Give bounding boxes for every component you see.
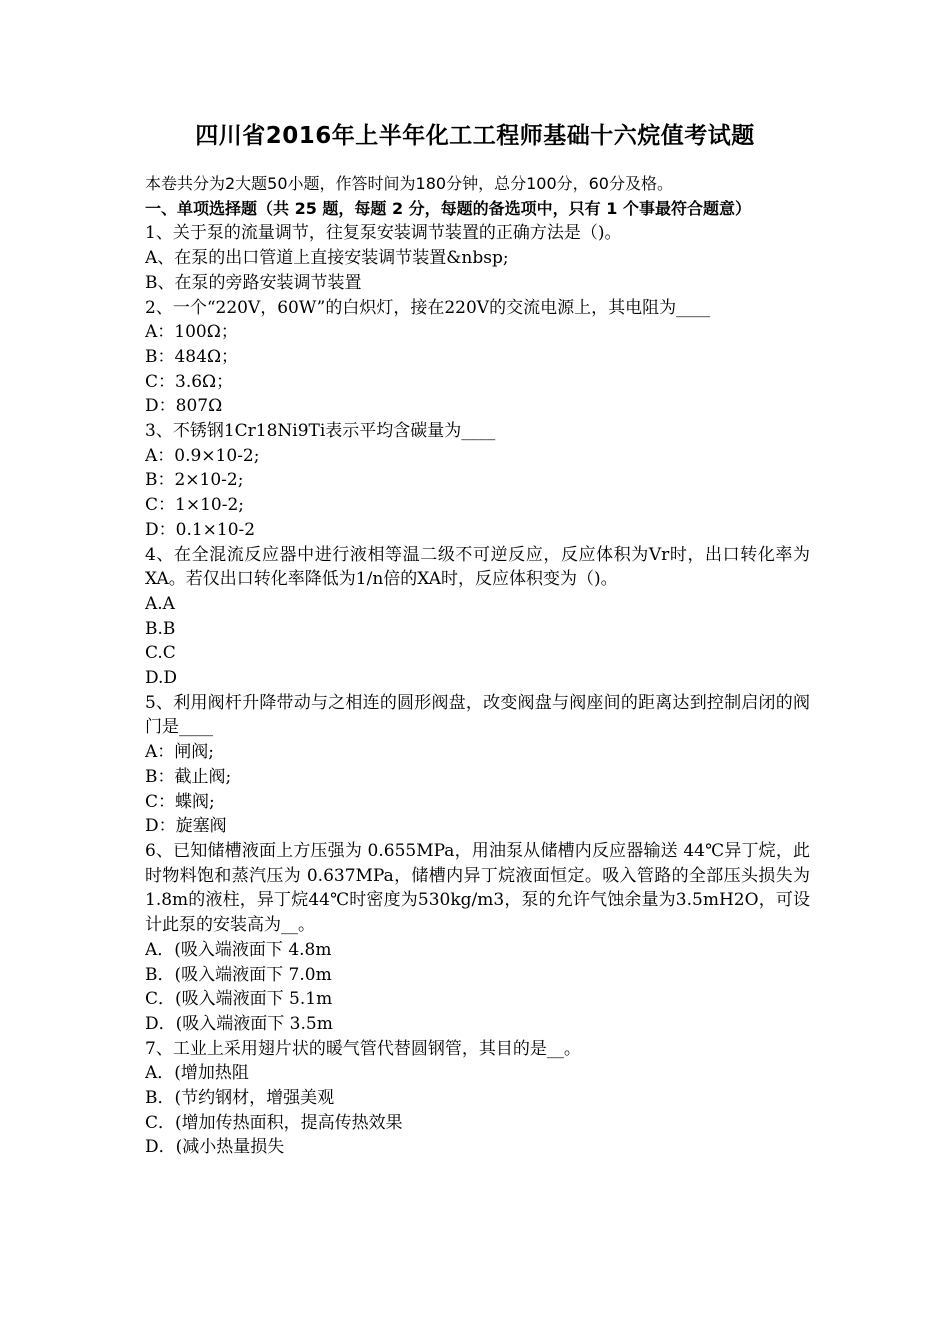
question-option: C．(增加传热面积，提高传热效果	[145, 1112, 403, 1133]
question-stem: 4、在全混流反应器中进行液相等温二级不可逆反应，反应体积为Vr时，出口转化率为XA。若仅出口转化率降低为1/n倍的XA时，反应体积变为（)。	[145, 544, 810, 590]
question-block	[145, 221, 810, 295]
question-stem: 2、一个“220V，60W”的白炽灯，接在220V的交流电源上，其电阻为____	[145, 297, 711, 318]
document-body	[145, 172, 810, 1160]
question-option: B．(吸入端液面下 7.0m	[145, 964, 332, 985]
question-option: A：0.9×10-2;	[145, 445, 260, 466]
question-option: A．(增加热阻	[145, 1063, 249, 1084]
question-option: C.C	[145, 643, 176, 664]
question-option: A．(吸入端液面下 4.8m	[145, 939, 332, 960]
question-stem: 6、已知储槽液面上方压强为 0.655MPa，用油泵从储槽内反应器输送 44℃异丁烷，此时物料饱和蒸汽压为 0.637MPa，储槽内异丁烷液面恒定。吸入管路的全部压头损失为1.8m的液柱，异丁烷44℃时密度为530kg/m3，泵的允许气蚀余量为3.5mH2O，可设计此泵的安装高为__。	[145, 840, 810, 936]
question-option: B：2×10-2;	[145, 470, 244, 491]
question-option: C：蝶阀;	[145, 791, 215, 812]
question-option: A：100Ω；	[145, 322, 238, 343]
question-stem: 3、不锈钢1Cr18Ni9Ti表示平均含碳量为____	[145, 421, 496, 442]
question-option: A：闸阀;	[145, 742, 215, 763]
question-option: D.D	[145, 668, 178, 689]
question-stem: 5、利用阀杆升降带动与之相连的圆形阀盘，改变阀盘与阀座间的距离达到控制启闭的阀门是____	[145, 692, 810, 738]
question-option: A、在泵的出口管道上直接安装调节装置&nbsp;	[145, 248, 509, 269]
section-heading: 一、单项选择题（共 25 题，每题 2 分，每题的备选项中，只有 1 个事最符合题意）	[145, 198, 751, 218]
question-block	[145, 543, 810, 691]
question-option: B：截止阀;	[145, 766, 232, 787]
question-option: D：0.1×10-2	[145, 519, 256, 540]
question-option: D．(吸入端液面下 3.5m	[145, 1013, 333, 1034]
question-option: C：1×10-2;	[145, 495, 244, 516]
question-option: C．(吸入端液面下 5.1m	[145, 989, 333, 1010]
question-option: D：旋塞阀	[145, 816, 227, 837]
question-block	[145, 419, 810, 543]
question-stem: 1、关于泵的流量调节，往复泵安装调节装置的正确方法是（)。	[145, 223, 622, 244]
question-block	[145, 839, 810, 1037]
question-option: A.A	[145, 593, 175, 614]
question-option: C：3.6Ω；	[145, 371, 234, 392]
question-option: B．(节约钢材，增强美观	[145, 1088, 335, 1109]
question-block	[145, 1037, 810, 1161]
question-block	[145, 691, 810, 839]
document-title: 四川省2016年上半年化工工程师基础十六烷值考试题	[195, 123, 755, 149]
exam-intro: 本卷共分为2大题50小题，作答时间为180分钟，总分100分，60分及格。	[145, 174, 673, 193]
question-option: D：807Ω	[145, 396, 223, 417]
question-option: B.B	[145, 618, 176, 639]
question-option: B：484Ω；	[145, 346, 239, 367]
question-block	[145, 296, 810, 420]
question-stem: 7、工业上采用翅片状的暖气管代替圆钢管，其目的是__。	[145, 1038, 581, 1059]
question-option: B、在泵的旁路安装调节装置	[145, 272, 362, 293]
question-option: D．(减小热量损失	[145, 1137, 285, 1158]
